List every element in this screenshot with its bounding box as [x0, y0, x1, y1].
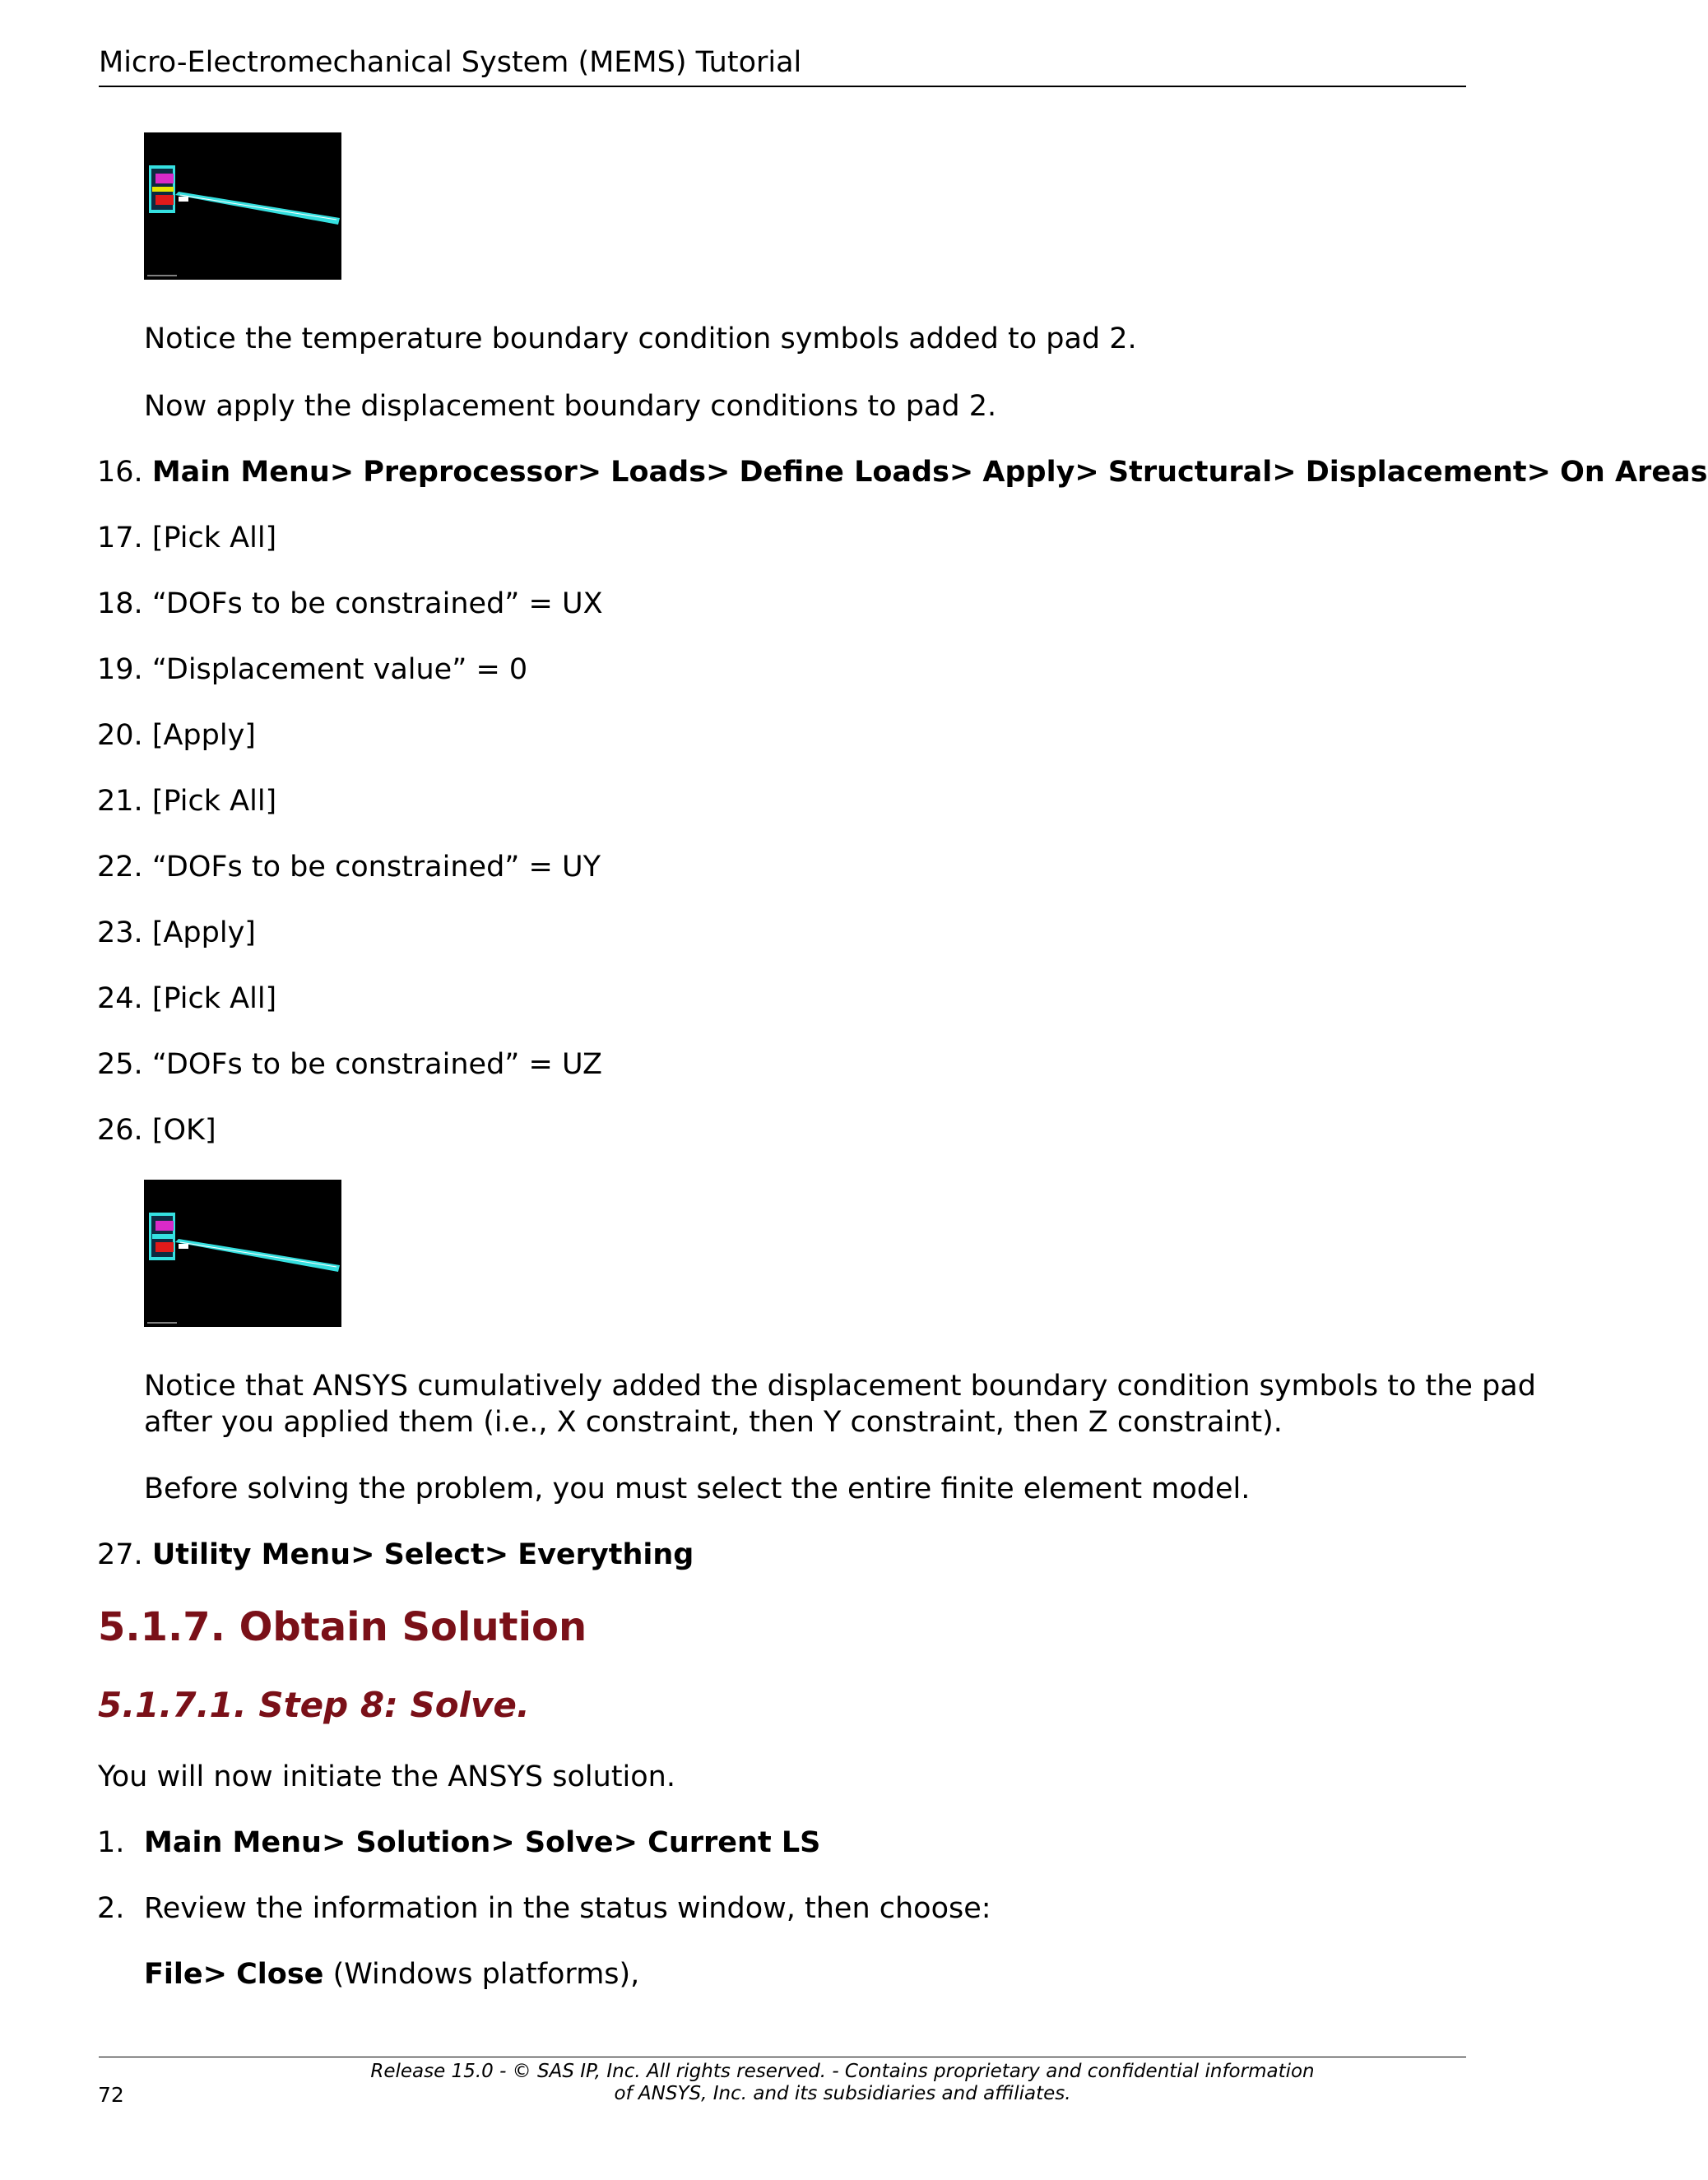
step-17: [97, 522, 276, 554]
step-21: [97, 785, 276, 818]
step-text: [Apply]: [151, 719, 256, 752]
note-select-model: Before solving the problem, you must select the entire finite element model.: [144, 1473, 1251, 1505]
menu-path-structural: Structural>: [1107, 456, 1297, 489]
step-number: 26.: [97, 1114, 143, 1147]
step-text: “DOFs to be constrained” = UY: [151, 851, 601, 884]
intro-solution: You will now initiate the ANSYS solution.: [98, 1760, 675, 1793]
step-text: “Displacement value” = 0: [151, 653, 528, 686]
solution-step-1: [97, 1826, 821, 1859]
step-text: “DOFs to be constrained” = UX: [151, 587, 603, 620]
step-text: [Pick All]: [151, 785, 277, 818]
step-number: 2.: [97, 1892, 125, 1925]
step-number: 24.: [97, 982, 143, 1015]
menu-path-everything: Everything: [518, 1538, 694, 1571]
step-number: 18.: [97, 587, 143, 620]
model-screenshot-displacement-bc: [144, 1180, 341, 1327]
footer-line-1: Release 15.0 - © SAS IP, Inc. All rights reserved. - Contains proprietary and confidential information: [370, 2061, 1315, 2082]
step-number: 17.: [97, 522, 143, 554]
header-rule: [99, 86, 1466, 87]
model-screenshot-temperature-bc: [144, 132, 341, 280]
menu-path-apply: Apply>: [982, 456, 1099, 489]
menu-path-current-ls: Current LS: [647, 1826, 821, 1859]
menu-path-on-areas: On Areas: [1560, 456, 1708, 489]
footer-copyright: [0, 2061, 1685, 2105]
step-number: 25.: [97, 1048, 143, 1081]
menu-path-file: File>: [144, 1958, 227, 1991]
step-text: [Pick All]: [151, 982, 277, 1015]
solution-step-2: [97, 1892, 991, 1925]
menu-path-solution: Solution>: [355, 1826, 515, 1859]
step-number: 16.: [97, 456, 143, 489]
step-20: [97, 719, 256, 752]
platform-note: (Windows platforms),: [332, 1958, 640, 1991]
step-text: [Pick All]: [151, 522, 277, 554]
step-22: [97, 851, 601, 884]
step-26: [97, 1114, 216, 1147]
step-text: [OK]: [151, 1114, 216, 1147]
step-text: “DOFs to be constrained” = UZ: [151, 1048, 602, 1081]
note-cumulative-line-1: Notice that ANSYS cumulatively added the displacement boundary condition symbols to the pad: [144, 1370, 1536, 1403]
menu-path-utility: Utility Menu>: [151, 1538, 375, 1571]
note-cumulative-line-2: after you applied them (i.e., X constraint, then Y constraint, then Z constraint).: [144, 1406, 1283, 1439]
menu-path-displacement: Displacement>: [1305, 456, 1551, 489]
subsection-heading: 5.1.7.1. Step 8: Solve.: [98, 1685, 530, 1725]
menu-path-main: Main Menu>: [144, 1826, 346, 1859]
section-heading: 5.1.7. Obtain Solution: [98, 1604, 587, 1650]
step-27: [97, 1538, 694, 1571]
page-number: 72: [98, 2083, 124, 2107]
close-instruction: [144, 1958, 639, 1991]
step-number: 27.: [97, 1538, 143, 1571]
step-text: Review the information in the status window, then choose:: [144, 1892, 991, 1925]
step-number: 22.: [97, 851, 143, 884]
step-number: 20.: [97, 719, 143, 752]
step-25: [97, 1048, 602, 1081]
menu-path-main: Main Menu>: [151, 456, 355, 489]
step-text: [Apply]: [151, 916, 256, 949]
menu-path-preprocessor: Preprocessor>: [363, 456, 602, 489]
instruction-displacement: Now apply the displacement boundary conditions to pad 2.: [144, 390, 997, 423]
note-temperature: Notice the temperature boundary condition symbols added to pad 2.: [144, 322, 1137, 355]
running-header: Micro-Electromechanical System (MEMS) Tutorial: [99, 46, 802, 79]
menu-path-select: Select>: [383, 1538, 509, 1571]
step-number: 19.: [97, 653, 143, 686]
step-number: 23.: [97, 916, 143, 949]
menu-path-define-loads: Define Loads>: [739, 456, 974, 489]
menu-path-loads: Loads>: [610, 456, 731, 489]
menu-path-solve: Solve>: [524, 1826, 638, 1859]
footer-line-2: of ANSYS, Inc. and its subsidiaries and affiliates.: [614, 2083, 1071, 2104]
menu-path-close: Close: [236, 1958, 324, 1991]
step-23: [97, 916, 256, 949]
step-18: [97, 587, 603, 620]
step-number: 1.: [97, 1826, 125, 1859]
step-19: [97, 653, 527, 686]
solution-menu-path: [144, 1826, 820, 1859]
step-16: [97, 456, 1708, 489]
step-24: [97, 982, 276, 1015]
step-number: 21.: [97, 785, 143, 818]
